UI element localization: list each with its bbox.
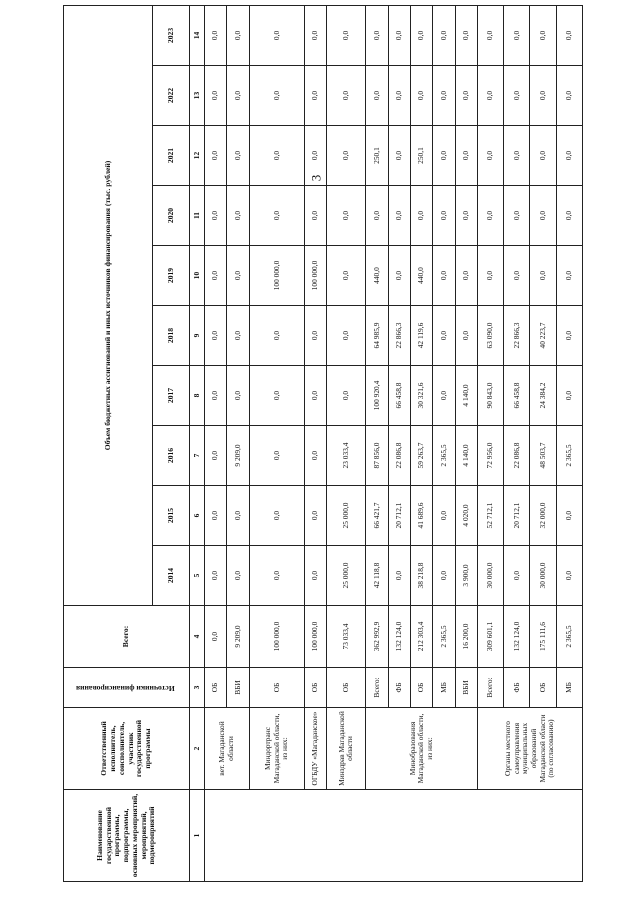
year-value-cell: 0,0 <box>433 246 455 306</box>
year-value-cell: 0,0 <box>227 126 249 186</box>
year-value-cell: 0,0 <box>504 66 530 126</box>
year-value-cell: 0,0 <box>305 306 327 366</box>
header-name: Наименование государственной программы, подпрограммы, основных мероприятий, мероприятий, подмероприятий <box>64 790 190 882</box>
year-value-cell: 0,0 <box>556 306 582 366</box>
year-value-cell: 0,0 <box>388 66 410 126</box>
year-value-cell: 0,0 <box>556 246 582 306</box>
year-value-cell: 0,0 <box>205 366 227 426</box>
executor-cell: вет. Магаданской области <box>205 708 250 790</box>
executor-cell: Миндортранс Магаданской области, из них: <box>249 708 304 790</box>
year-value-cell: 0,0 <box>455 5 477 65</box>
program-name-cell <box>205 790 583 882</box>
header-source <box>64 668 190 708</box>
year-value-cell: 0,0 <box>504 246 530 306</box>
year-value-cell: 20 712,1 <box>388 486 410 546</box>
source-cell: ВБИ <box>227 668 249 708</box>
year-value-cell: 0,0 <box>433 546 455 606</box>
total-value-cell: 309 601,1 <box>478 606 504 668</box>
year-value-cell: 0,0 <box>410 5 432 65</box>
year-value-cell: 0,0 <box>327 126 366 186</box>
total-value-cell: 212 303,4 <box>410 606 432 668</box>
year-value-cell: 0,0 <box>410 66 432 126</box>
year-value-cell: 20 712,1 <box>504 486 530 546</box>
year-value-cell: 0,0 <box>455 66 477 126</box>
year-value-cell: 22 086,8 <box>504 426 530 486</box>
executor-cell: Минобразования Магаданской области, из них: <box>366 708 478 790</box>
year-value-cell: 0,0 <box>227 5 249 65</box>
year-value-cell: 41 689,6 <box>410 486 432 546</box>
header-year-2016: 2016 <box>153 426 190 486</box>
header-year-2023: 2023 <box>153 5 190 65</box>
year-value-cell: 22 866,3 <box>504 306 530 366</box>
column-number: 3 <box>190 668 205 708</box>
source-cell: Всего: <box>478 668 504 708</box>
year-value-cell: 0,0 <box>205 66 227 126</box>
year-value-cell: 66 421,7 <box>366 486 388 546</box>
total-value-cell: 100 000,0 <box>249 606 304 668</box>
executor-cell: Органы местного самоуправления муниципальных образований Магаданской области (по согласованию) <box>478 708 583 790</box>
year-value-cell: 0,0 <box>249 5 304 65</box>
year-value-cell: 0,0 <box>227 366 249 426</box>
year-value-cell: 0,0 <box>504 5 530 65</box>
header-volume: Объем бюджетных ассигнований и иных источников финансирования (тыс. рублей) <box>64 5 153 605</box>
year-value-cell: 0,0 <box>366 5 388 65</box>
year-value-cell: 0,0 <box>327 246 366 306</box>
year-value-cell: 0,0 <box>478 186 504 246</box>
year-value-cell: 440,0 <box>366 246 388 306</box>
year-value-cell: 0,0 <box>249 186 304 246</box>
source-cell: ФБ <box>504 668 530 708</box>
year-value-cell: 38 218,8 <box>410 546 432 606</box>
executor-cell: ОГБДУ «Магаданское» <box>305 708 327 790</box>
year-value-cell: 87 856,0 <box>366 426 388 486</box>
year-value-cell: 100 000,0 <box>249 246 304 306</box>
year-value-cell: 0,0 <box>530 186 556 246</box>
year-value-cell: 9 209,0 <box>227 426 249 486</box>
year-value-cell: 4 140,0 <box>455 366 477 426</box>
source-cell: Всего: <box>366 668 388 708</box>
year-value-cell: 250,1 <box>366 126 388 186</box>
header-executor: Ответственный исполнитель, соисполнитель, участник государственной программы <box>64 708 190 790</box>
year-value-cell: 0,0 <box>556 186 582 246</box>
year-value-cell: 0,0 <box>205 486 227 546</box>
year-value-cell: 0,0 <box>249 306 304 366</box>
total-value-cell: 132 124,0 <box>504 606 530 668</box>
year-value-cell: 0,0 <box>455 246 477 306</box>
executor-cell: Минздрав Магаданской области <box>327 708 366 790</box>
page-number: 3 <box>308 174 324 182</box>
source-cell: ОБ <box>249 668 304 708</box>
table-row <box>305 5 327 881</box>
year-value-cell: 0,0 <box>205 186 227 246</box>
year-value-cell: 0,0 <box>455 306 477 366</box>
year-value-cell: 30 000,0 <box>530 546 556 606</box>
year-value-cell: 0,0 <box>227 66 249 126</box>
year-value-cell: 0,0 <box>227 486 249 546</box>
year-value-cell: 0,0 <box>478 246 504 306</box>
year-value-cell: 0,0 <box>530 5 556 65</box>
year-value-cell: 0,0 <box>433 66 455 126</box>
year-value-cell: 0,0 <box>455 186 477 246</box>
year-value-cell: 0,0 <box>530 126 556 186</box>
year-value-cell: 0,0 <box>388 546 410 606</box>
year-value-cell: 0,0 <box>305 546 327 606</box>
year-value-cell: 0,0 <box>205 126 227 186</box>
year-value-cell: 66 458,8 <box>504 366 530 426</box>
year-value-cell: 0,0 <box>305 5 327 65</box>
column-number: 4 <box>190 606 205 668</box>
year-value-cell: 63 090,0 <box>478 306 504 366</box>
source-cell: ОБ <box>530 668 556 708</box>
year-value-cell: 0,0 <box>205 426 227 486</box>
year-value-cell: 0,0 <box>227 306 249 366</box>
column-number: 11 <box>190 186 205 246</box>
year-value-cell: 0,0 <box>305 66 327 126</box>
total-value-cell: 132 124,0 <box>388 606 410 668</box>
year-value-cell: 0,0 <box>556 5 582 65</box>
year-value-cell: 32 000,0 <box>530 486 556 546</box>
column-number: 6 <box>190 486 205 546</box>
total-value-cell: 175 111,6 <box>530 606 556 668</box>
year-value-cell: 0,0 <box>305 486 327 546</box>
source-cell: ОБ <box>205 668 227 708</box>
year-value-cell: 64 985,9 <box>366 306 388 366</box>
year-value-cell: 40 223,7 <box>530 306 556 366</box>
year-value-cell: 52 712,1 <box>478 486 504 546</box>
year-value-cell: 0,0 <box>433 126 455 186</box>
year-value-cell: 0,0 <box>249 426 304 486</box>
table-row <box>478 5 504 881</box>
year-value-cell: 0,0 <box>433 186 455 246</box>
header-year-2021: 2021 <box>153 126 190 186</box>
year-value-cell: 0,0 <box>478 126 504 186</box>
year-value-cell: 0,0 <box>433 486 455 546</box>
year-value-cell: 0,0 <box>227 246 249 306</box>
year-value-cell: 0,0 <box>327 306 366 366</box>
year-value-cell: 0,0 <box>410 186 432 246</box>
source-cell: МБ <box>556 668 582 708</box>
year-value-cell: 0,0 <box>327 186 366 246</box>
column-number: 7 <box>190 426 205 486</box>
rotated-page <box>63 6 583 882</box>
table-row <box>327 5 366 881</box>
year-value-cell: 0,0 <box>556 126 582 186</box>
total-value-cell: 2 365,5 <box>556 606 582 668</box>
source-cell: ВБИ <box>455 668 477 708</box>
column-number: 10 <box>190 246 205 306</box>
year-value-cell: 0,0 <box>327 66 366 126</box>
year-value-cell: 4 020,0 <box>455 486 477 546</box>
year-value-cell: 22 866,3 <box>388 306 410 366</box>
source-cell: ФБ <box>388 668 410 708</box>
total-value-cell: 362 992,9 <box>366 606 388 668</box>
year-value-cell: 0,0 <box>433 5 455 65</box>
table-row <box>249 5 304 881</box>
year-value-cell: 42 118,8 <box>366 546 388 606</box>
year-value-cell: 0,0 <box>205 5 227 65</box>
year-value-cell: 0,0 <box>249 486 304 546</box>
year-value-cell: 90 843,0 <box>478 366 504 426</box>
total-value-cell: 100 000,0 <box>305 606 327 668</box>
year-value-cell: 0,0 <box>530 66 556 126</box>
table-row <box>366 5 388 881</box>
column-number: 2 <box>190 708 205 790</box>
source-cell: ОБ <box>410 668 432 708</box>
header-year-2022: 2022 <box>153 66 190 126</box>
column-number: 12 <box>190 126 205 186</box>
header-year-2017: 2017 <box>153 366 190 426</box>
year-value-cell: 100 920,4 <box>366 366 388 426</box>
financing-table-wrapper <box>63 6 583 882</box>
header-year-2019: 2019 <box>153 246 190 306</box>
total-value-cell: 16 200,0 <box>455 606 477 668</box>
year-value-cell: 0,0 <box>249 126 304 186</box>
column-number: 9 <box>190 306 205 366</box>
total-value-cell: 2 365,5 <box>433 606 455 668</box>
year-value-cell: 0,0 <box>366 186 388 246</box>
year-value-cell: 0,0 <box>530 246 556 306</box>
year-value-cell: 0,0 <box>305 186 327 246</box>
year-value-cell: 0,0 <box>388 126 410 186</box>
table-row <box>205 5 227 881</box>
year-value-cell: 0,0 <box>504 546 530 606</box>
year-value-cell: 0,0 <box>205 546 227 606</box>
year-value-cell: 66 458,8 <box>388 366 410 426</box>
year-value-cell: 0,0 <box>504 126 530 186</box>
financing-table <box>63 5 583 882</box>
year-value-cell: 0,0 <box>388 246 410 306</box>
year-value-cell: 0,0 <box>249 366 304 426</box>
year-value-cell: 0,0 <box>305 426 327 486</box>
year-value-cell: 0,0 <box>556 366 582 426</box>
year-value-cell: 48 503,7 <box>530 426 556 486</box>
year-value-cell: 0,0 <box>478 5 504 65</box>
year-value-cell: 0,0 <box>327 5 366 65</box>
year-value-cell: 0,0 <box>388 186 410 246</box>
year-value-cell: 0,0 <box>227 186 249 246</box>
year-value-cell: 0,0 <box>556 546 582 606</box>
year-value-cell: 0,0 <box>205 306 227 366</box>
year-value-cell: 72 956,0 <box>478 426 504 486</box>
year-value-cell: 25 000,0 <box>327 486 366 546</box>
year-value-cell: 42 119,6 <box>410 306 432 366</box>
year-value-cell: 0,0 <box>327 366 366 426</box>
year-value-cell: 250,1 <box>410 126 432 186</box>
column-number: 14 <box>190 5 205 65</box>
header-source-text: Источники финансирования <box>75 683 175 693</box>
year-value-cell: 0,0 <box>433 306 455 366</box>
year-value-cell: 0,0 <box>433 366 455 426</box>
column-number: 13 <box>190 66 205 126</box>
year-value-cell: 100 000,0 <box>305 246 327 306</box>
year-value-cell: 0,0 <box>556 66 582 126</box>
source-cell: ОБ <box>305 668 327 708</box>
year-value-cell: 2 365,5 <box>433 426 455 486</box>
year-value-cell: 2 365,5 <box>556 426 582 486</box>
year-value-cell: 440,0 <box>410 246 432 306</box>
year-value-cell: 0,0 <box>478 66 504 126</box>
year-value-cell: 25 000,0 <box>327 546 366 606</box>
header-year-2015: 2015 <box>153 486 190 546</box>
year-value-cell: 0,0 <box>249 546 304 606</box>
column-number: 8 <box>190 366 205 426</box>
header-year-2014: 2014 <box>153 546 190 606</box>
year-value-cell: 30 000,0 <box>478 546 504 606</box>
year-value-cell: 0,0 <box>305 366 327 426</box>
source-cell: МБ <box>433 668 455 708</box>
year-value-cell: 4 140,0 <box>455 426 477 486</box>
year-value-cell: 0,0 <box>227 546 249 606</box>
year-value-cell: 3 900,0 <box>455 546 477 606</box>
total-value-cell: 0,0 <box>205 606 227 668</box>
header-year-2020: 2020 <box>153 186 190 246</box>
year-value-cell: 0,0 <box>388 5 410 65</box>
year-value-cell: 22 086,8 <box>388 426 410 486</box>
year-value-cell: 23 033,4 <box>327 426 366 486</box>
total-value-cell: 9 209,0 <box>227 606 249 668</box>
header-year-2018: 2018 <box>153 306 190 366</box>
header-total: Всего: <box>64 606 190 668</box>
year-value-cell: 30 321,6 <box>410 366 432 426</box>
column-number: 1 <box>190 790 205 882</box>
total-value-cell: 73 033,4 <box>327 606 366 668</box>
year-value-cell: 0,0 <box>455 126 477 186</box>
year-value-cell: 0,0 <box>249 66 304 126</box>
year-value-cell: 0,0 <box>366 66 388 126</box>
column-number: 5 <box>190 546 205 606</box>
source-cell: ОБ <box>327 668 366 708</box>
year-value-cell: 0,0 <box>205 246 227 306</box>
year-value-cell: 24 384,2 <box>530 366 556 426</box>
year-value-cell: 0,0 <box>305 126 327 186</box>
year-value-cell: 0,0 <box>504 186 530 246</box>
year-value-cell: 0,0 <box>556 486 582 546</box>
year-value-cell: 59 263,7 <box>410 426 432 486</box>
